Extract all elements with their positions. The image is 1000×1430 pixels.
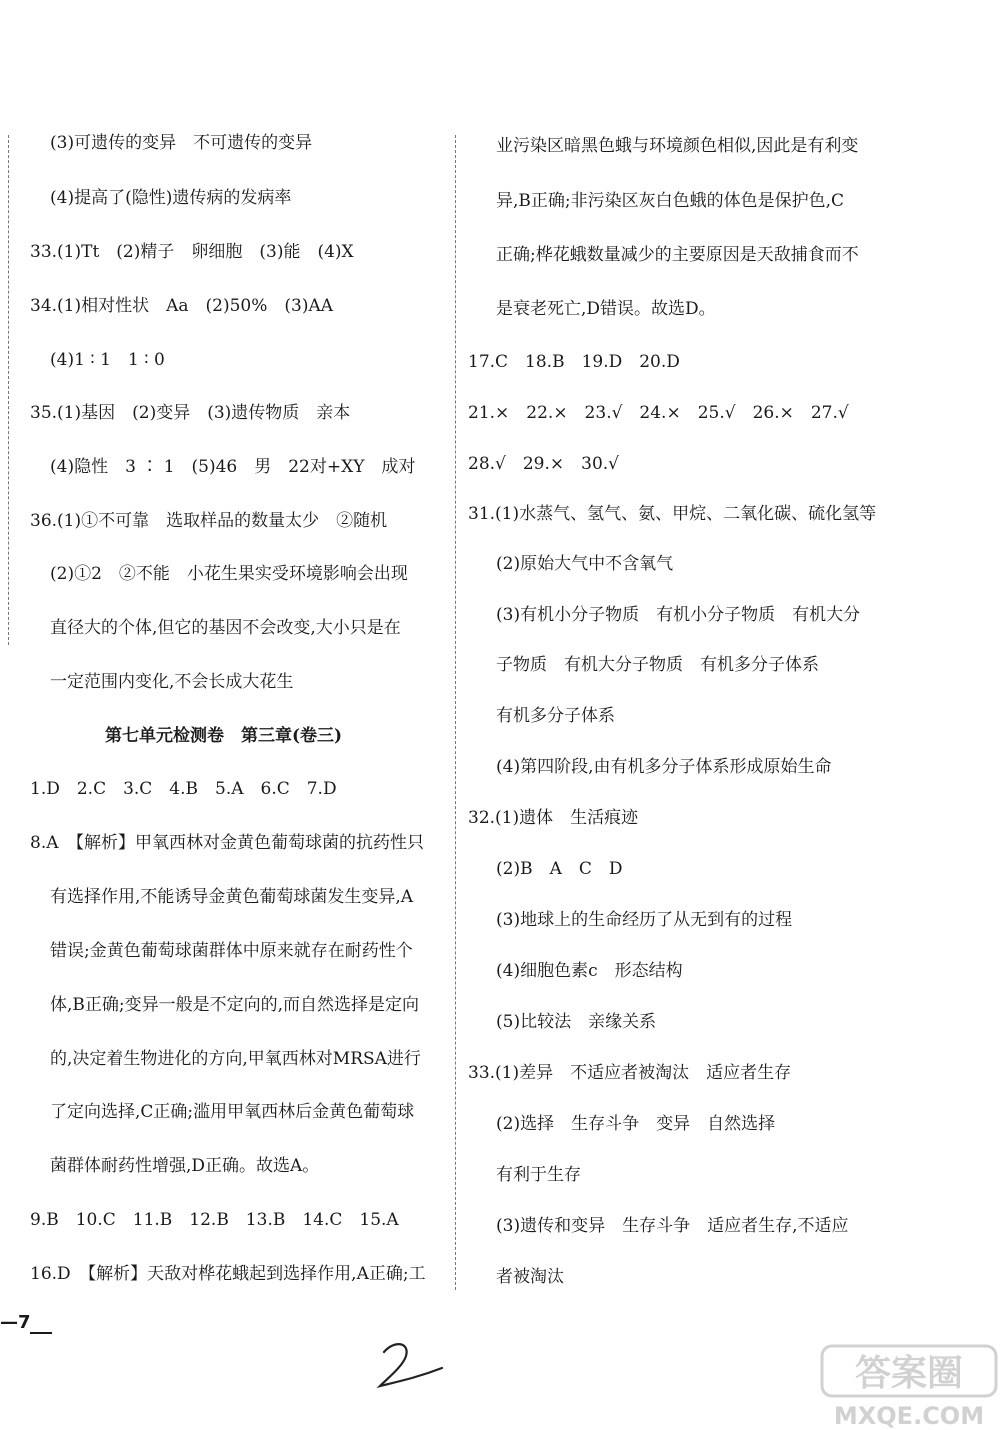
text-line: 34.(1)相对性状 Aa (2)50% (3)AA	[30, 296, 334, 316]
text-line: 36.(1)①不可靠 选取样品的数量太少 ②随机	[30, 511, 388, 531]
text-line: (2)原始大气中不含氧气	[496, 554, 674, 574]
svg-text:MXQE.COM: MXQE.COM	[833, 1402, 985, 1430]
text-line: 1.D 2.C 3.C 4.B 5.A 6.C 7.D	[30, 779, 337, 799]
column-divider-dashed-rule	[455, 135, 456, 1290]
text-line: (4)第四阶段,由有机多分子体系形成原始生命	[496, 757, 832, 777]
text-line: 17.C 18.B 19.D 20.D	[468, 352, 680, 372]
text-line: 32.(1)遗体 生活痕迹	[468, 808, 639, 828]
text-line: 正确;桦花蛾数量减少的主要原因是天敌捕食而不	[496, 245, 859, 265]
text-line: (2)选择 生存斗争 变异 自然选择	[496, 1114, 776, 1134]
text-line: 31.(1)水蒸气、氢气、氨、甲烷、二氧化碳、硫化氢等	[468, 504, 877, 524]
text-line: (2)①2 ②不能 小花生果实受环境影响会出现	[50, 564, 408, 584]
text-line: 的,决定着生物进化的方向,甲氧西林对MRSA进行	[50, 1049, 421, 1069]
text-line: 者被淘汰	[496, 1267, 564, 1287]
page-number: —7	[0, 1312, 31, 1333]
text-line: 33.(1)Tt (2)精子 卵细胞 (3)能 (4)X	[30, 242, 354, 262]
text-line: 错误;金黄色葡萄球菌群体中原来就存在耐药性个	[50, 941, 413, 961]
text-line: (3)遗传和变异 生存斗争 适应者生存,不适应	[496, 1216, 849, 1236]
left-margin-dashed-rule	[8, 135, 9, 645]
text-line: 是衰老死亡,D错误。故选D。	[496, 299, 716, 319]
text-line: 28.√ 29.× 30.√	[468, 454, 620, 474]
handwritten-mark	[376, 1338, 446, 1394]
text-line: 21.× 22.× 23.√ 24.× 25.√ 26.× 27.√	[468, 403, 849, 423]
text-line: (4)隐性 3 ∶ 1 (5)46 男 22对+XY 成对	[50, 457, 416, 477]
text-line: 异,B正确;非污染区灰白色蛾的体色是保护色,C	[496, 191, 845, 211]
text-line: 8.A 【解析】甲氧西林对金黄色葡萄球菌的抗药性只	[30, 833, 424, 853]
text-line: 菌群体耐药性增强,D正确。故选A。	[50, 1156, 320, 1176]
text-line: (2)B A C D	[496, 859, 623, 879]
text-line: 9.B 10.C 11.B 12.B 13.B 14.C 15.A	[30, 1210, 399, 1230]
text-line: 33.(1)差异 不适应者被淘汰 适应者生存	[468, 1063, 792, 1083]
watermark-logo	[818, 1342, 1000, 1430]
text-line: 业污染区暗黑色蛾与环境颜色相似,因此是有利变	[496, 136, 859, 156]
svg-text:答案圈: 答案圈	[854, 1353, 964, 1394]
text-line: (4)1 ∶ 1 1 ∶ 0	[50, 350, 165, 370]
text-line: 子物质 有机大分子物质 有机多分子体系	[496, 655, 819, 675]
text-line: (5)比较法 亲缘关系	[496, 1012, 657, 1032]
text-line: 有机多分子体系	[496, 706, 615, 726]
text-line: 16.D 【解析】天敌对桦花蛾起到选择作用,A正确;工	[30, 1264, 426, 1284]
text-line: 有利于生存	[496, 1165, 581, 1185]
text-line: 35.(1)基因 (2)变异 (3)遗传物质 亲本	[30, 403, 351, 423]
text-line: (4)细胞色素c 形态结构	[496, 961, 683, 981]
text-line: (3)有机小分子物质 有机小分子物质 有机大分	[496, 605, 861, 625]
text-line: 直径大的个体,但它的基因不会改变,大小只是在	[50, 618, 401, 638]
text-line: 一定范围内变化,不会长成大花生	[50, 672, 294, 692]
text-line: 体,B正确;变异一般是不定向的,而自然选择是定向	[50, 995, 420, 1015]
text-line: 了定向选择,C正确;滥用甲氧西林后金黄色葡萄球	[50, 1102, 415, 1122]
text-line: (3)可遗传的变异 不可遗传的变异	[50, 133, 313, 153]
text-line: (3)地球上的生命经历了从无到有的过程	[496, 910, 793, 930]
text-line: 有选择作用,不能诱导金黄色葡萄球菌发生变异,A	[50, 887, 414, 907]
page-number-underline	[30, 1332, 52, 1334]
section-heading: 第七单元检测卷 第三章(卷三)	[105, 726, 343, 746]
text-line: (4)提高了(隐性)遗传病的发病率	[50, 188, 292, 208]
